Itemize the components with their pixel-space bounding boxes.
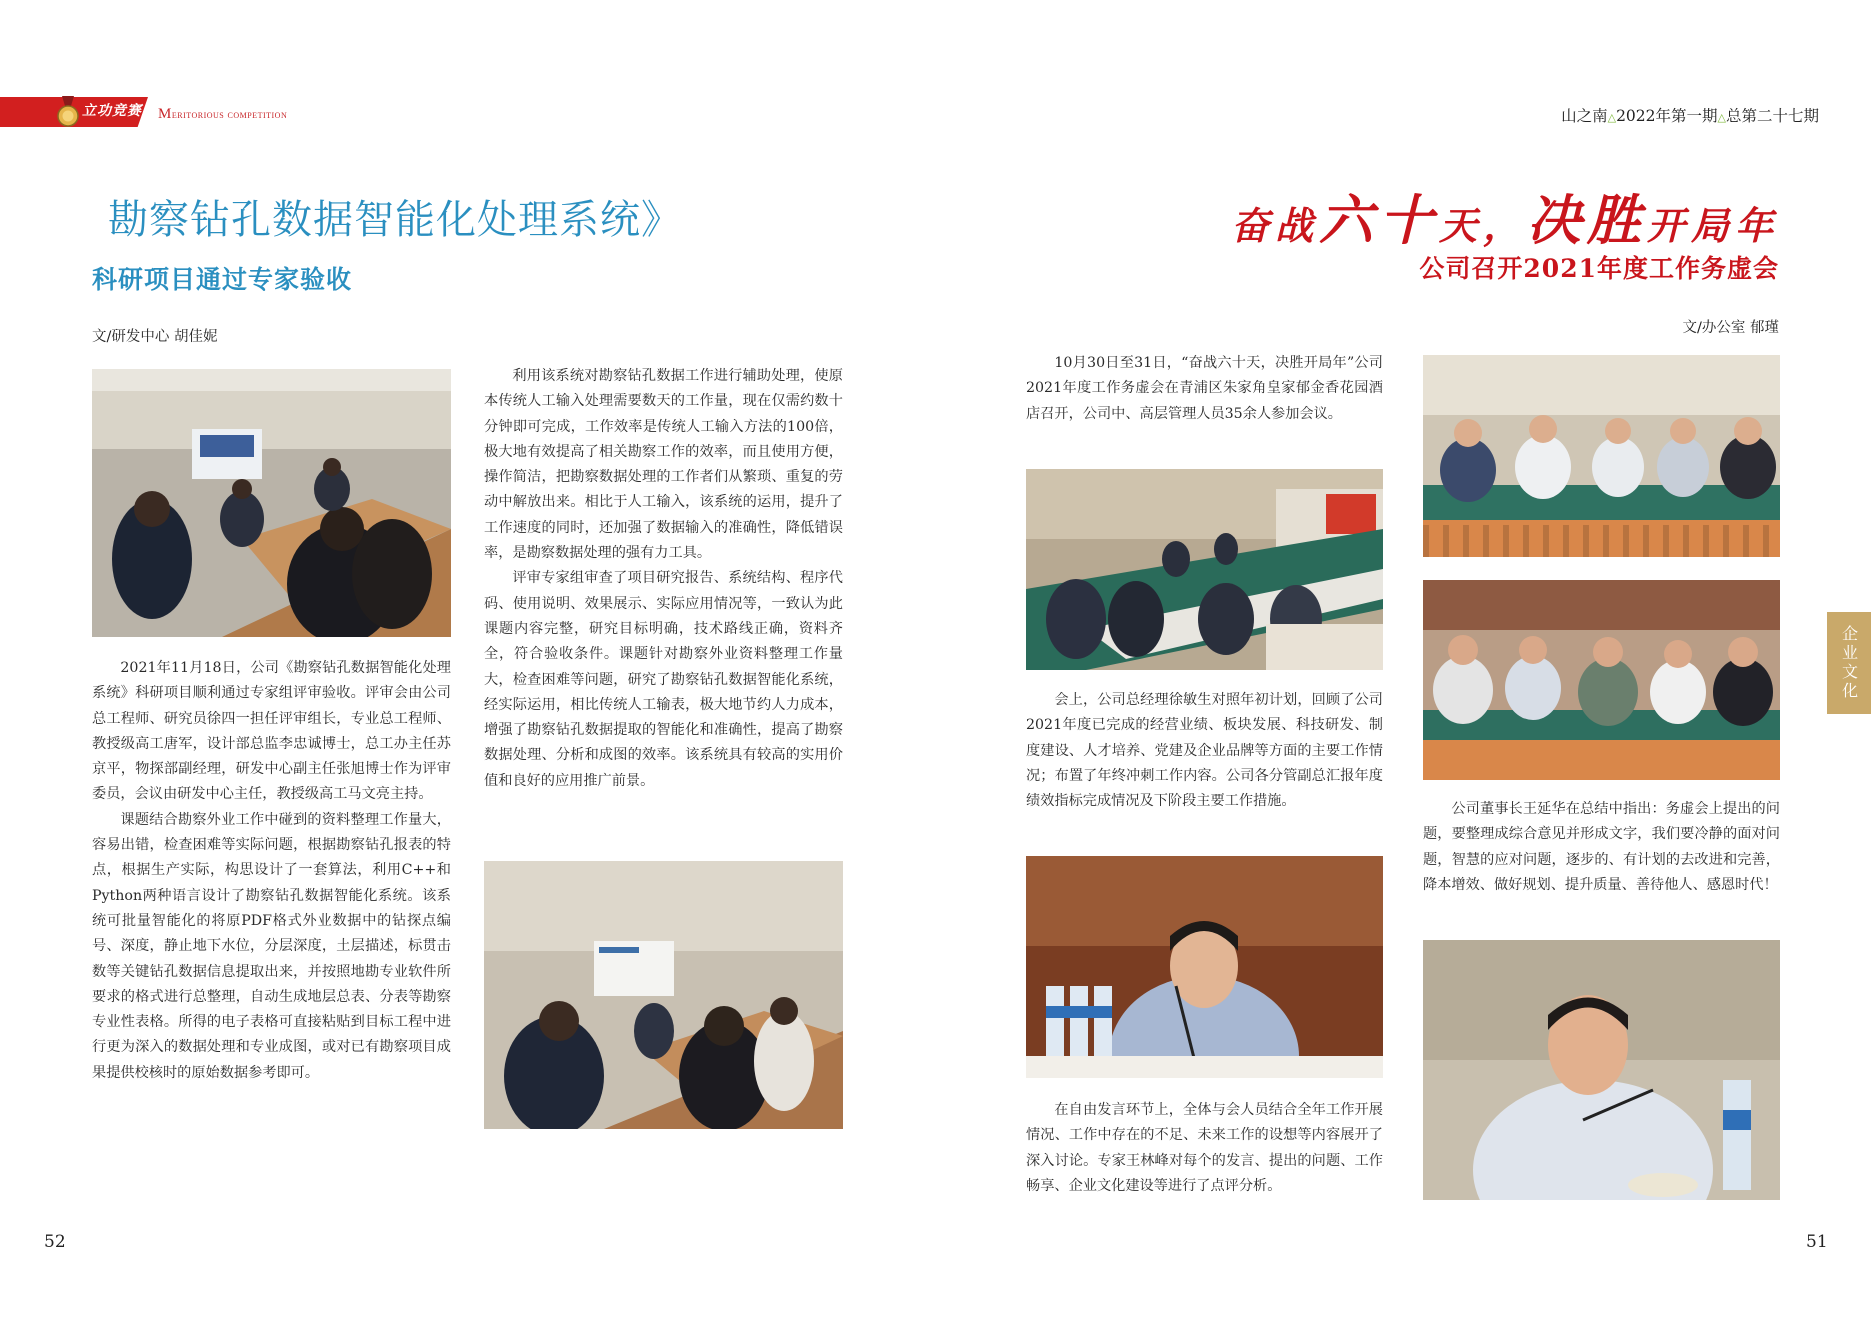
paragraph: 会上，公司总经理徐敏生对照年初计划，回顾了公司2021年度已完成的经营业绩、板块发展、科技研发、制度建设、人才培养、党建及企业品牌等方面的主要工作情况；布置了年终冲刺工作内容。公司各分管副总汇报年度绩效指标完成情况及下阶段主要工作措施。 bbox=[1026, 692, 1383, 810]
section-label-cn: 立功竞赛 bbox=[82, 103, 142, 119]
paragraph: 利用该系统对勘察钻孔数据工作进行辅助处理，使原本传统人工输入处理需要数天的工作量，现在仅需约数十分钟即可完成，工作效率是传统人工输入方法的100倍，极大地有效提高了相关勘察工作的效率，而且使用方便，操作简洁，把勘察数据处理的工作者们从繁琐、重复的劳动中解放出来。相比于人工输入，该系统的运用，提升了工作速度的同时，还加强了数据输入的准确性，降低错误率，是勘察数据处理的强有力工具。 bbox=[484, 368, 843, 562]
left-byline: 文/研发中心 胡佳妮 bbox=[92, 329, 218, 345]
speaker-photo-2 bbox=[1423, 940, 1780, 1200]
section-label-en: Meritorious competition bbox=[158, 106, 288, 122]
right-article-title bbox=[1231, 178, 1779, 255]
meeting-photo-participants-1 bbox=[1423, 355, 1780, 557]
meeting-photo-participants-2 bbox=[1423, 580, 1780, 780]
paragraph: 课题结合勘察外业工作中碰到的资料整理工作量大，容易出错，检查困难等实际问题，根据勘察钻孔报表的特点，根据生产实际，构思设计了一套算法，利用C++和Python两种语言设计了勘察钻孔数据智能化系统。该系统可批量智能化的将原PDF格式外业数据中的钻探点编号、深度，静止地下水位，分层深度，土层描述，标贯击数等关键钻孔数据信息提取出来，并按照地勘专业软件所要求的格式进行总整理，自动生成地层总表、分表等勘察专业性表格。所得的电子表格可直接粘贴到目标工程中进行更为深入的数据处理和专业成图，或对已有勘察项目成果提供校核时的原始数据参考即可。 bbox=[92, 811, 451, 1081]
title-part: 天， bbox=[1438, 203, 1527, 248]
page-number-left: 52 bbox=[44, 1232, 66, 1252]
title-part: 决胜 bbox=[1526, 188, 1647, 252]
right-byline: 文/办公室 郁瑾 bbox=[1682, 320, 1779, 336]
paragraph: 2021年11月18日，公司《勘察钻孔数据智能化处理系统》科研项目顺利通过专家组评审验收。评审会由公司总工程师、研究员徐四一担任评审组长，专业总工程师、教授级高工唐军，设计部总监李忠诚博士，总工办主任苏京平，物探部副经理，研发中心副主任张旭博士作为评审委员，会议由研发中心主任，教授级高工马文亮主持。 bbox=[92, 660, 451, 803]
paragraph: 评审专家组审查了项目研究报告、系统结构、程序代码、使用说明、效果展示、实际应用情况等，一致认为此课题内容完整，研究目标明确，技术路线正确，资料齐全，符合验收条件。课题针对勘察外业资料整理工作量大，检查困难等问题，研究了勘察钻孔数据智能化系统，经实际运用，相比传统人工输表，极大地节约人力成本，增强了勘察钻孔数据提取的智能化和准确性，提高了勘察数据处理、分析和成图的效率。该系统具有较高的实用价值和良好的应用推广前景。 bbox=[484, 570, 843, 789]
title-part: 奋战 bbox=[1230, 203, 1319, 248]
triangle-icon: △ bbox=[1717, 111, 1726, 124]
total-issue: 总第二十七期 bbox=[1725, 107, 1819, 125]
title-part: 开局年 bbox=[1646, 203, 1779, 248]
paragraph: 在自由发言环节上，全体与会人员结合全年工作开展情况、工作中存在的不足、未来工作的设想等内容展开了深入讨论。专家王林峰对每个的发言、提出的问题、工作畅享、企业文化建设等进行了点评分析。 bbox=[1026, 1102, 1383, 1194]
page-number-right: 51 bbox=[1806, 1232, 1828, 1252]
left-article-title: 勘察钻孔数据智能化处理系统》 bbox=[108, 197, 682, 243]
paragraph: 10月30日至31日，“奋战六十天，决胜开局年”公司2021年度工作务虚会在青浦区朱家角皇家郁金香花园酒店召开，公司中、高层管理人员35余人参加会议。 bbox=[1026, 355, 1383, 422]
issue-line bbox=[1561, 104, 1819, 126]
right-column-1-top bbox=[1026, 351, 1383, 427]
section-side-tab: 企业文化 bbox=[1827, 612, 1871, 714]
right-article-subtitle: 公司召开2021年度工作务虚会 bbox=[1419, 254, 1779, 283]
right-column-2-text bbox=[1423, 797, 1780, 898]
right-column-1-bottom bbox=[1026, 1098, 1383, 1199]
magazine-name: 山之南 bbox=[1561, 107, 1608, 125]
title-part: 六十 bbox=[1318, 188, 1439, 252]
left-column-2 bbox=[484, 364, 843, 794]
left-article-subtitle: 科研项目通过专家验收 bbox=[92, 265, 353, 294]
meeting-photo-1 bbox=[92, 369, 451, 637]
issue-number: 2022年第一期 bbox=[1616, 107, 1718, 125]
meeting-photo-2 bbox=[484, 861, 843, 1129]
left-column-1 bbox=[92, 656, 451, 1086]
right-column-1-mid bbox=[1026, 688, 1383, 814]
medal-icon bbox=[56, 96, 80, 128]
meeting-room-photo bbox=[1026, 469, 1383, 670]
paragraph: 公司董事长王延华在总结中指出：务虚会上提出的问题，要整理成综合意见并形成文字，我们要冷静的面对问题，智慧的应对问题，逐步的、有计划的去改进和完善，降本增效、做好规划、提升质量、善待他人、感恩时代！ bbox=[1423, 801, 1780, 893]
triangle-icon: △ bbox=[1607, 111, 1617, 124]
speaker-photo-1 bbox=[1026, 856, 1383, 1078]
